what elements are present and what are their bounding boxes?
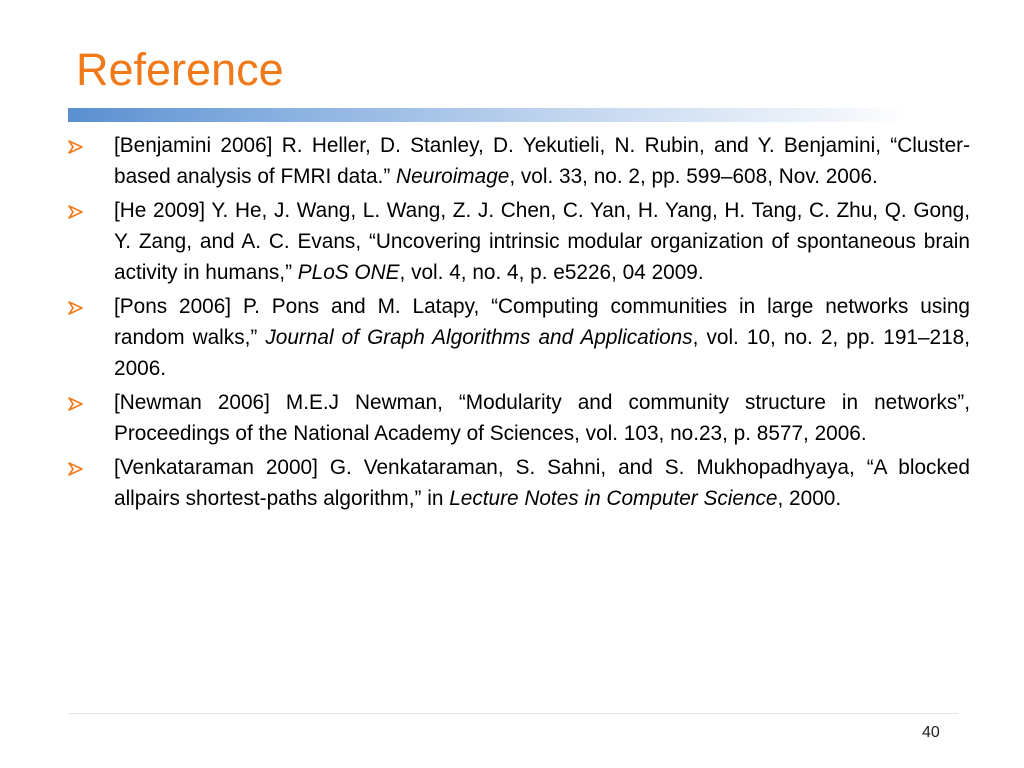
- reference-text: [Venkataraman 2000] G. Venkataraman, S. Sahni, and S. Mukhopadhyaya, “A blocked allpairs shortest-paths algorithm,” in: [114, 455, 970, 510]
- reference-details: , vol. 10, no. 2, pp. 191–218, 2006.: [114, 325, 971, 380]
- reference-text: [He 2009] Y. He, J. Wang, L. Wang, Z. J. Chen, C. Yan, H. Yang, H. Tang, C. Zhu, Q. Gong, Y. Zang, and A. C. Evans, “Uncovering intrinsic modular organization of spontaneous brain activity in humans,”: [114, 199, 970, 284]
- reference-item: [60, 453, 970, 515]
- reference-item: [60, 131, 970, 193]
- arrow-bullet-icon: [68, 462, 84, 476]
- arrow-bullet-icon: [68, 205, 84, 219]
- reference-item: [60, 196, 970, 288]
- arrow-bullet-icon: [68, 301, 84, 315]
- arrow-bullet-icon: [68, 397, 84, 411]
- reference-text: [Pons 2006] P. Pons and M. Latapy, “Computing communities in large networks using random walks,”: [114, 294, 970, 349]
- reference-venue: Journal of Graph Algorithms and Applications: [265, 325, 693, 349]
- page-number: 40: [922, 724, 940, 741]
- title-underline-bar: [68, 108, 908, 122]
- reference-list: [60, 131, 970, 518]
- reference-details: , 2000.: [777, 486, 842, 510]
- reference-text: [Benjamini 2006] R. Heller, D. Stanley, D. Yekutieli, N. Rubin, and Y. Benjamini, “Cluster-based analysis of FMRI data.”: [114, 134, 970, 188]
- reference-venue: Neuroimage: [396, 164, 510, 188]
- reference-details: , vol. 33, no. 2, pp. 599–608, Nov. 2006.: [509, 164, 878, 188]
- reference-text: [Newman 2006] M.E.J Newman, “Modularity and community structure in networks”, Proceedings of the National Academy of Sciences, vol. 103, no.23, p. 8577, 2006.: [114, 390, 970, 445]
- reference-item: [60, 292, 970, 384]
- reference-venue: PLoS ONE: [297, 260, 400, 284]
- reference-item: [60, 388, 970, 450]
- reference-venue: Lecture Notes in Computer Science: [449, 486, 778, 510]
- footer-divider: [68, 713, 958, 714]
- reference-details: , vol. 4, no. 4, p. e5226, 04 2009.: [399, 260, 704, 284]
- slide-title: Reference: [76, 44, 284, 95]
- arrow-bullet-icon: [68, 140, 84, 154]
